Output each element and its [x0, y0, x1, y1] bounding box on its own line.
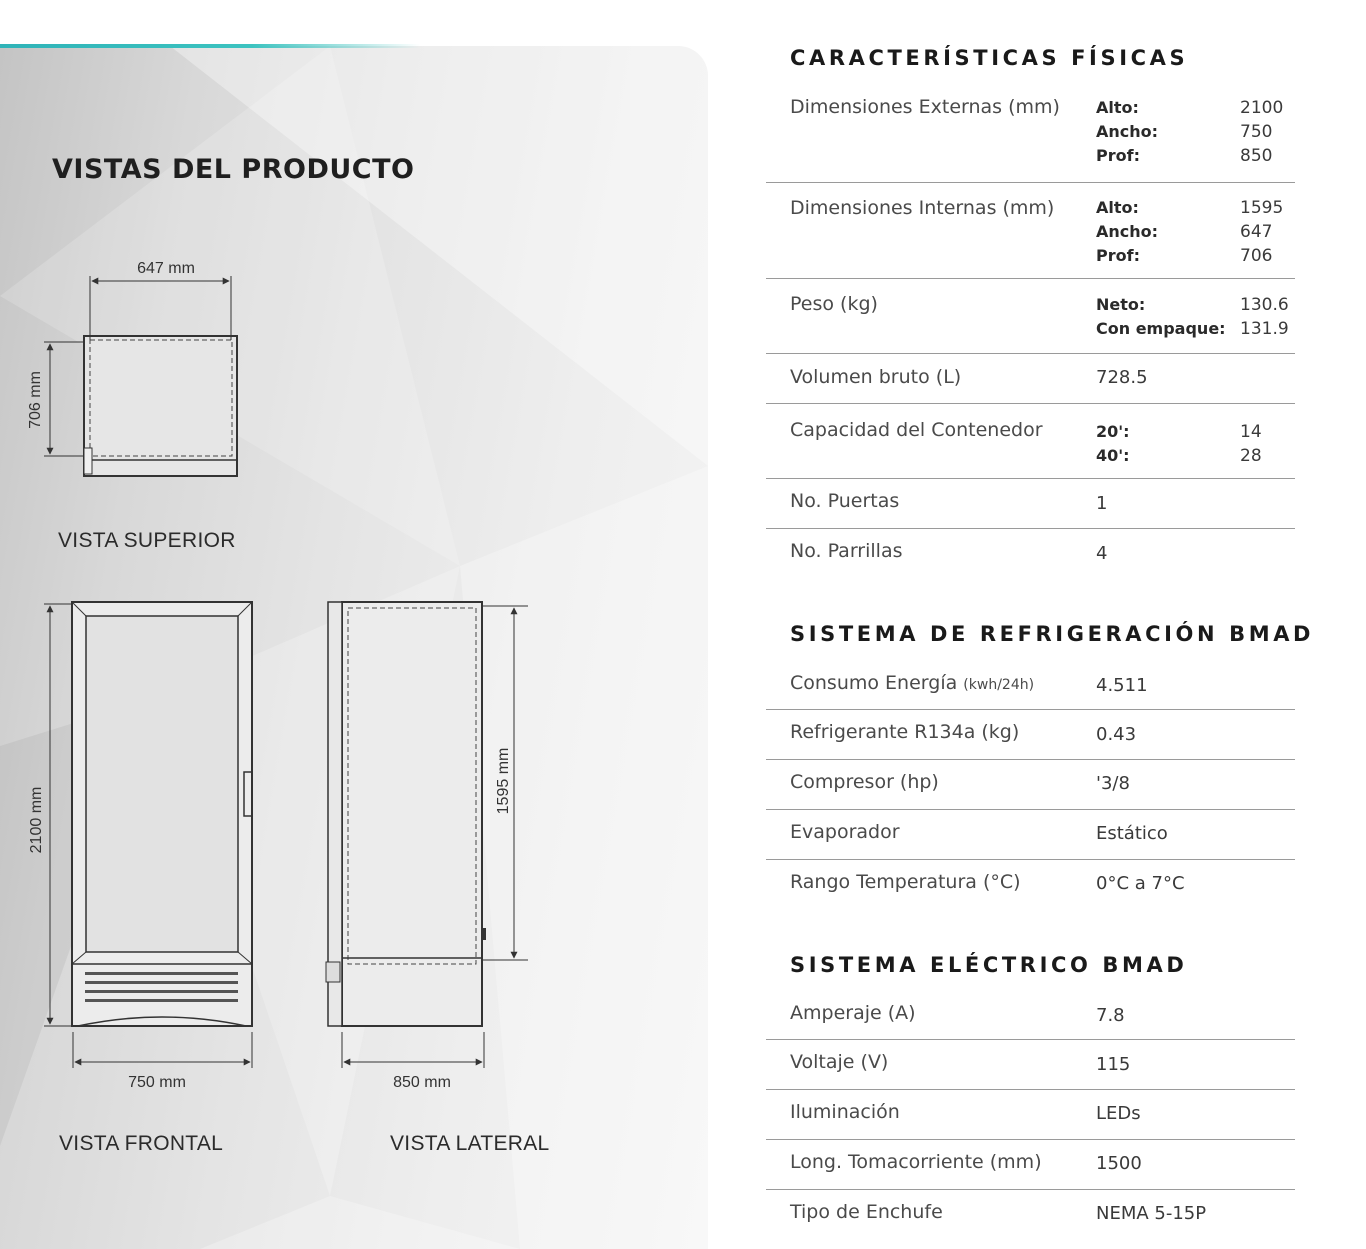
table-row — [766, 1090, 1295, 1140]
row-value: Estático — [1096, 823, 1168, 844]
table-row — [766, 404, 1295, 479]
row-label: Rango Temperatura (°C) — [790, 871, 1021, 893]
sub-value: 130.6 — [1240, 295, 1289, 315]
row-label: Capacidad del Contenedor — [790, 419, 1043, 441]
table-row — [766, 660, 1295, 710]
table-row — [766, 94, 1295, 183]
sub-key: Alto: — [1096, 198, 1139, 217]
row-label: Compresor (hp) — [790, 771, 939, 793]
row-value: '3/8 — [1096, 773, 1130, 794]
table-row — [766, 479, 1295, 529]
sub-key: Ancho: — [1096, 122, 1159, 141]
sub-value: 131.9 — [1240, 319, 1289, 339]
table-row — [766, 354, 1295, 404]
sub-key: Prof: — [1096, 246, 1140, 265]
sub-row — [1096, 198, 1296, 222]
row-label: No. Parrillas — [790, 540, 903, 562]
row-value: 4 — [1096, 543, 1108, 564]
sub-value: 14 — [1240, 422, 1262, 442]
sub-value: 750 — [1240, 122, 1273, 142]
side-view-label: VISTA LATERAL — [390, 1132, 550, 1155]
table-row — [766, 990, 1295, 1040]
sub-key: Neto: — [1096, 295, 1146, 314]
sub-key: 20': — [1096, 422, 1130, 441]
row-label: Refrigerante R134a (kg) — [790, 721, 1020, 743]
row-value: 4.511 — [1096, 675, 1148, 696]
table-row — [766, 529, 1295, 578]
refrigeration-table — [766, 660, 1295, 909]
physical-table — [766, 94, 1295, 578]
sub-row — [1096, 319, 1296, 343]
row-value: 1 — [1096, 493, 1108, 514]
top-width-dim: 647 mm — [137, 260, 195, 277]
side-height-dim: 1595 mm — [495, 747, 512, 815]
sub-row — [1096, 98, 1296, 122]
row-label: Consumo Energía (kwh/24h) — [790, 672, 1035, 694]
row-label: Evaporador — [790, 821, 900, 843]
table-row — [766, 279, 1295, 354]
top-view-label: VISTA SUPERIOR — [58, 529, 236, 552]
electrical-table — [766, 990, 1295, 1239]
sub-value: 2100 — [1240, 98, 1284, 118]
sub-value: 706 — [1240, 246, 1273, 266]
front-view-drawing — [44, 602, 252, 1068]
row-label: Tipo de Enchufe — [790, 1201, 943, 1223]
row-value: NEMA 5-15P — [1096, 1203, 1207, 1224]
row-label: Voltaje (V) — [790, 1051, 889, 1073]
row-label: No. Puertas — [790, 490, 900, 512]
physical-heading: CARACTERÍSTICAS FÍSICAS — [790, 46, 1189, 70]
sub-row — [1096, 246, 1296, 270]
row-value: 728.5 — [1096, 367, 1148, 388]
product-views-title: VISTAS DEL PRODUCTO — [52, 154, 415, 185]
sub-value: 28 — [1240, 446, 1262, 466]
row-label: Iluminación — [790, 1101, 900, 1123]
side-depth-dim: 850 mm — [393, 1074, 451, 1091]
row-label: Amperaje (A) — [790, 1002, 916, 1024]
row-label: Peso (kg) — [790, 293, 878, 315]
sub-value: 647 — [1240, 222, 1273, 242]
row-value: LEDs — [1096, 1103, 1141, 1124]
row-value: 7.8 — [1096, 1005, 1125, 1026]
sub-key: 40': — [1096, 446, 1130, 465]
sub-row — [1096, 122, 1296, 146]
row-label: Dimensiones Internas (mm) — [790, 197, 1055, 219]
table-row — [766, 183, 1295, 279]
table-row — [766, 860, 1295, 909]
sub-value: 850 — [1240, 146, 1273, 166]
sub-value: 1595 — [1240, 198, 1284, 218]
sub-key: Alto: — [1096, 98, 1139, 117]
row-value: 0°C a 7°C — [1096, 873, 1185, 894]
side-view-drawing — [326, 602, 528, 1068]
row-label: Long. Tomacorriente (mm) — [790, 1151, 1042, 1173]
sub-key: Prof: — [1096, 146, 1140, 165]
refrigeration-heading: SISTEMA DE REFRIGERACIÓN BMAD — [790, 622, 1315, 646]
sub-key: Ancho: — [1096, 222, 1159, 241]
sub-row — [1096, 222, 1296, 246]
table-row — [766, 1040, 1295, 1090]
table-row — [766, 810, 1295, 860]
table-row — [766, 1190, 1295, 1239]
sub-row — [1096, 422, 1296, 446]
front-view-label: VISTA FRONTAL — [59, 1132, 224, 1155]
sub-row — [1096, 295, 1296, 319]
front-height-dim: 2100 mm — [28, 786, 45, 854]
row-label: Volumen bruto (L) — [790, 366, 962, 388]
row-label: Dimensiones Externas (mm) — [790, 96, 1060, 118]
front-width-dim: 750 mm — [128, 1074, 186, 1091]
table-row — [766, 1140, 1295, 1190]
table-row — [766, 710, 1295, 760]
sub-row — [1096, 446, 1296, 470]
top-view-drawing — [44, 276, 237, 476]
electrical-heading: SISTEMA ELÉCTRICO BMAD — [790, 953, 1188, 977]
row-value: 1500 — [1096, 1153, 1142, 1174]
sub-key: Con empaque: — [1096, 319, 1226, 338]
sub-row — [1096, 146, 1296, 170]
row-value: 115 — [1096, 1054, 1131, 1075]
table-row — [766, 760, 1295, 810]
top-depth-dim: 706 mm — [27, 371, 44, 429]
row-value: 0.43 — [1096, 724, 1137, 745]
